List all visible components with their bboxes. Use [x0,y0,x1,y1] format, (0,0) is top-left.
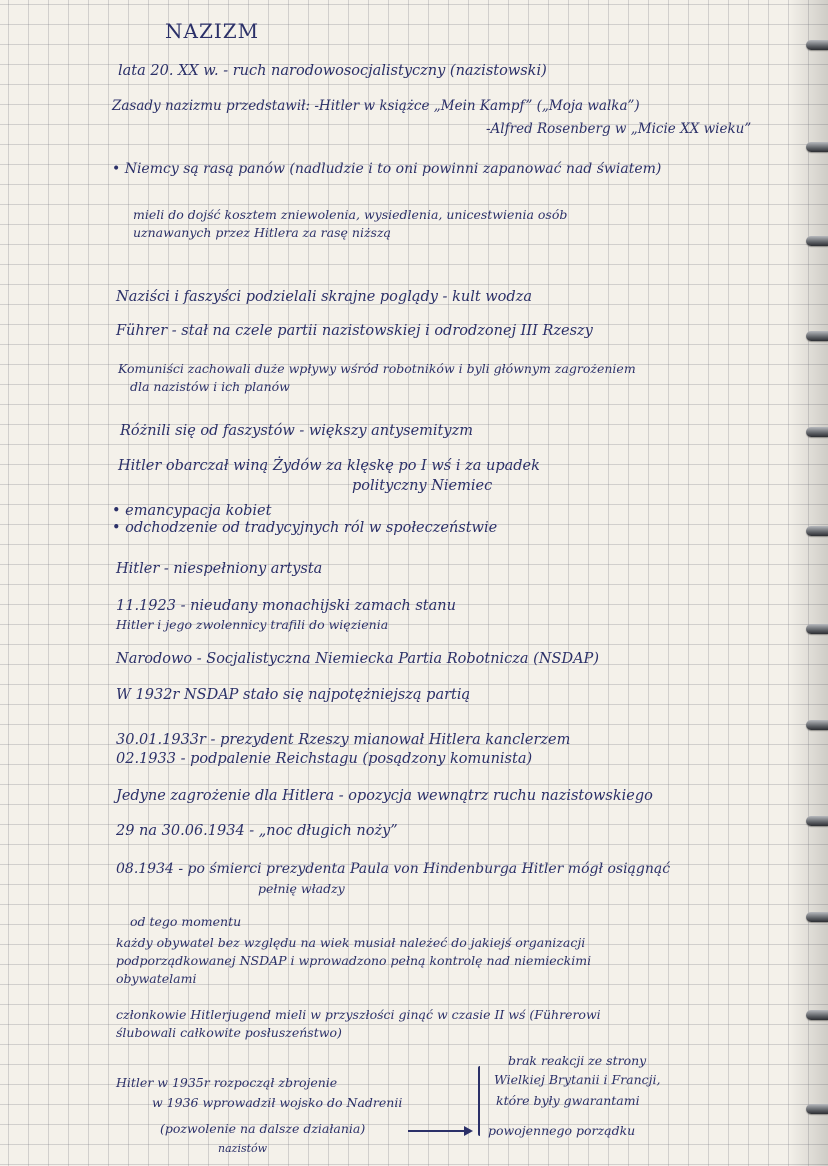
note-line: nazistów [218,1142,268,1155]
note-line: 11.1923 - nieudany monachijski zamach stanu [116,598,456,614]
note-line: powojennego porządku [488,1123,636,1138]
note-line: obywatelami [116,971,197,986]
spiral-ring [806,816,828,826]
spiral-ring [806,912,828,922]
note-line: Naziści i faszyści podzielali skrajne poglądy - kult wodza [116,289,532,305]
note-line: Jedyne zagrożenie dla Hitlera - opozycja wewnątrz ruchu nazistowskiego [116,788,653,804]
spiral-ring [806,236,828,246]
page-edge-shadow [788,0,828,1166]
note-line: • emancypacja kobiet [112,503,272,519]
note-line: Hitler - niespełniony artysta [116,561,323,577]
note-line: • odchodzenie od tradycyjnych ról w społeczeństwie [112,520,498,536]
note-line: członkowie Hitlerjugend mieli w przyszłości ginąć w czasie II wś (Führerowi [116,1007,601,1022]
note-line: każdy obywatel bez względu na wiek musiał należeć do jakiejś organizacji [116,935,586,950]
note-line: brak reakcji ze strony [508,1053,647,1068]
spiral-ring [806,331,828,341]
note-line: Hitler obarczał winą Żydów za klęskę po I wś i za upadek [118,458,540,474]
note-line: (pozwolenie na dalsze działania) [160,1121,366,1136]
note-line: 08.1934 - po śmierci prezydenta Paula von Hindenburga Hitler mógł osiągnąć [116,861,671,877]
note-line: 29 na 30.06.1934 - „noc długich noży” [116,823,398,839]
note-line: Hitler w 1935r rozpoczął zbrojenie [116,1075,338,1090]
note-line: dla nazistów i ich planów [130,379,290,394]
note-line: Wielkiej Brytanii i Francji, [494,1072,661,1087]
spiral-ring [806,720,828,730]
spiral-ring [806,40,828,50]
note-line: lata 20. XX w. - ruch narodowosocjalistyczny (nazistowski) [118,63,547,79]
arrow-line [408,1130,466,1132]
note-line: 30.01.1933r - prezydent Rzeszy mianował Hitlera kanclerzem [116,732,571,748]
note-line: które były gwarantami [496,1093,640,1108]
note-line: od tego momentu [130,914,242,929]
note-line: Führer - stał na czele partii nazistowskiej i odrodzonej III Rzeszy [116,323,593,339]
note-line: podporządkowanej NSDAP i wprowadzono pełną kontrolę nad niemieckimi [116,953,592,968]
note-line: W 1932r NSDAP stało się najpotężniejszą partią [116,687,471,703]
spiral-ring [806,624,828,634]
note-title: NAZIZM [165,19,260,43]
note-line: 02.1933 - podpalenie Reichstagu (posądzony komunista) [116,751,533,767]
note-line: Zasady nazizmu przedstawił: -Hitler w książce „Mein Kampf” („Moja walka”) [112,98,640,114]
note-line: Hitler i jego zwolennicy trafili do więzienia [116,617,389,632]
spiral-ring [806,427,828,437]
note-line: Komuniści zachowali duże wpływy wśród robotników i byli głównym zagrożeniem [118,361,636,376]
note-line: ślubowali całkowite posłuszeństwo) [116,1025,342,1040]
note-line: pełnię władzy [258,881,345,896]
note-line: mieli do dojść kosztem zniewolenia, wysiedlenia, unicestwienia osób [133,207,568,222]
spiral-ring [806,1010,828,1020]
arrow-right-icon [464,1126,473,1136]
note-line: w 1936 wprowadził wojsko do Nadrenii [152,1095,403,1110]
note-line: -Alfred Rosenberg w „Micie XX wieku” [486,121,752,137]
spiral-ring [806,526,828,536]
note-line: uznawanych przez Hitlera za rasę niższą [133,225,391,240]
note-line: Różnili się od faszystów - większy antysemityzm [120,423,473,439]
spiral-ring [806,142,828,152]
note-line: • Niemcy są rasą panów (nadludzie i to oni powinni zapanować nad światem) [112,161,662,177]
note-line: Narodowo - Socjalistyczna Niemiecka Partia Robotnicza (NSDAP) [116,651,599,667]
spiral-ring [806,1104,828,1114]
note-line: polityczny Niemiec [352,478,493,494]
brace-mark [478,1066,480,1136]
